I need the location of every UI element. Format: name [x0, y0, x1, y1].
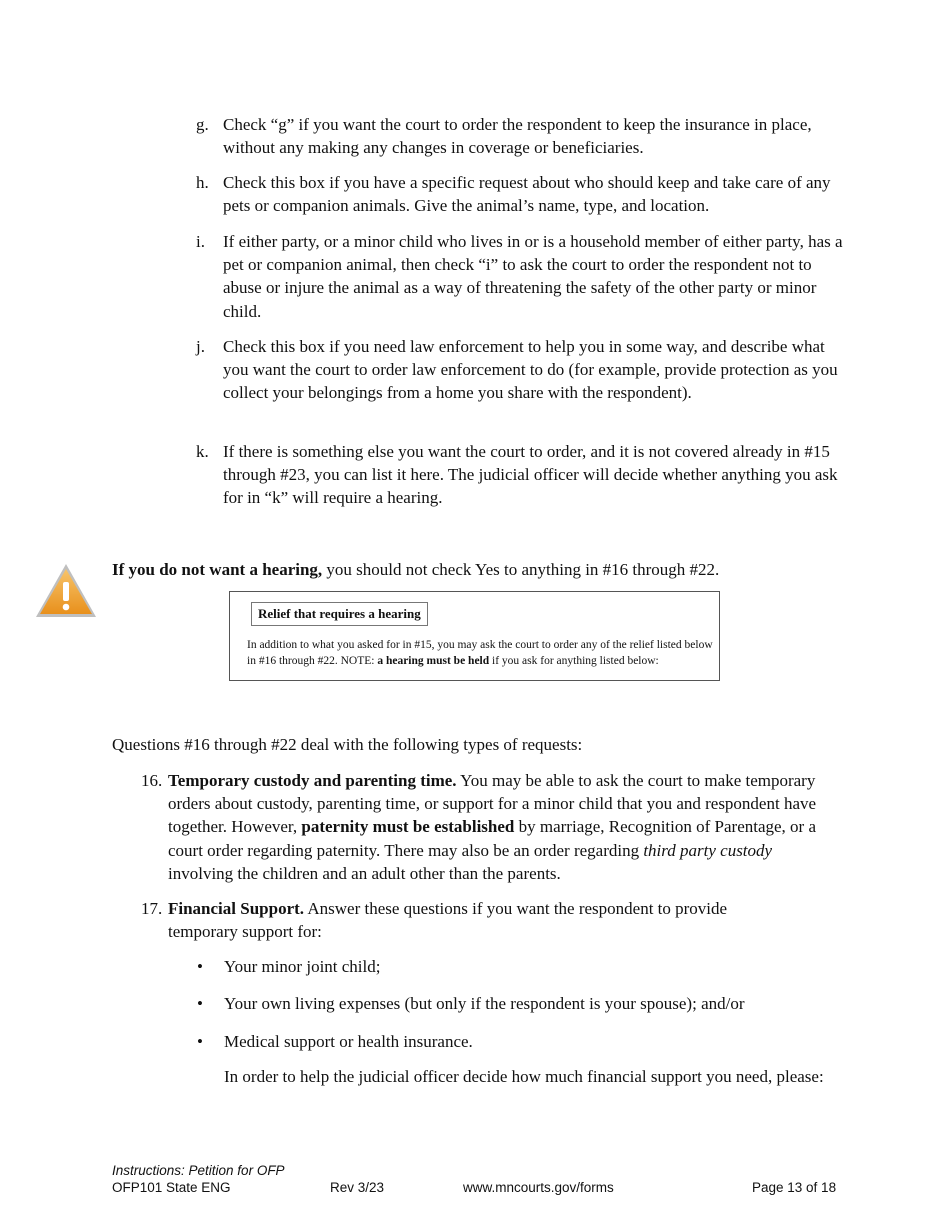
item-letter: g. — [196, 115, 209, 134]
q16-bold: paternity must be established — [301, 817, 515, 837]
warning-text: you should not check Yes to anything in #16 through #22. — [322, 560, 720, 579]
item-text: If there is something else you want the court to order, and it is not covered already in #15 through #23, you can list it here. The judicial officer will decide whether anything you ask for in “k” will require a hearing. — [223, 442, 838, 508]
bullet-text: Your own living expenses (but only if the respondent is your spouse); and/or — [224, 994, 745, 1013]
item-letter: k. — [196, 442, 209, 461]
questions-intro: Questions #16 through #22 deal with the following types of requests: — [112, 735, 583, 754]
item-text: Check this box if you need law enforcement to help you in some way, and describe what you want the court to order law enforcement to do (for example, provide protection as you collect your belongings from a home you share with the respondent). — [223, 337, 838, 403]
footer-url: www.mncourts.gov/forms — [463, 1180, 614, 1195]
q17-text: Answer these questions if you want the respondent to provide temporary support for: — [168, 899, 728, 942]
relief-text-bold: a hearing must be held — [377, 654, 490, 667]
question-number: 17. — [141, 899, 163, 918]
relief-text-before: In addition to what you asked for in #15, you may ask the court to order any of the relief listed below in #16 through #22. NOTE: — [247, 639, 713, 667]
q16-text-1: You may be able to ask the court to make temporary orders about custody, parenting time, or support for a minor child that you and respondent have together. However, — [168, 771, 817, 837]
footer-page-number: Page 13 of 18 — [752, 1180, 837, 1195]
item-text: Check “g” if you want the court to order the respondent to keep the insurance in place, without any making any changes in coverage or beneficiaries. — [223, 115, 812, 158]
item-text: Check this box if you have a specific request about who should keep and take care of any pets or companion animals. Give the animal’s name, type, and location. — [223, 173, 831, 216]
question-16-title: Temporary custody and parenting time. — [168, 771, 457, 790]
item-letter: h. — [196, 173, 209, 192]
question-17-body — [168, 897, 778, 943]
q16-text-3: involving the children and an adult other than the parents. — [168, 863, 561, 883]
relief-box-title: Relief that requires a hearing — [251, 602, 428, 626]
warning-bold: If you do not want a hearing, — [112, 560, 323, 579]
bullet-icon: • — [197, 1032, 203, 1051]
closing-paragraph: In order to help the judicial officer decide how much financial support you need, please: — [224, 1067, 824, 1086]
relief-box — [229, 591, 720, 681]
bullet-icon: • — [197, 994, 203, 1013]
question-16-body — [168, 769, 840, 885]
question-number: 16. — [141, 771, 163, 790]
q16-text-2: by marriage, Recognition of Parentage, or a court order regarding paternity. There may also be an order regarding — [168, 817, 817, 860]
bullet-text: Medical support or health insurance. — [224, 1032, 473, 1051]
question-17-title: Financial Support. — [168, 899, 305, 918]
hearing-warning — [112, 558, 812, 581]
relief-text-after: if you ask for anything listed below: — [489, 654, 659, 667]
footer-form-code: OFP101 State ENG — [112, 1180, 231, 1195]
footer-revision: Rev 3/23 — [330, 1180, 385, 1195]
warning-icon — [34, 562, 98, 620]
bullet-icon: • — [197, 957, 203, 976]
footer-doc-title: Instructions: Petition for OFP — [112, 1163, 285, 1178]
relief-box-text — [247, 638, 717, 669]
q16-italic: third party custody — [643, 840, 773, 860]
bullet-text: Your minor joint child; — [224, 957, 381, 976]
item-text: If either party, or a minor child who lives in or is a household member of either party, has a pet or companion animal, then check “i” to ask the court to order the respondent not to abuse or injure the animal as a way of threatening the safety of the other party or minor child. — [223, 232, 843, 321]
item-letter: i. — [196, 232, 205, 251]
item-letter: j. — [196, 337, 205, 356]
